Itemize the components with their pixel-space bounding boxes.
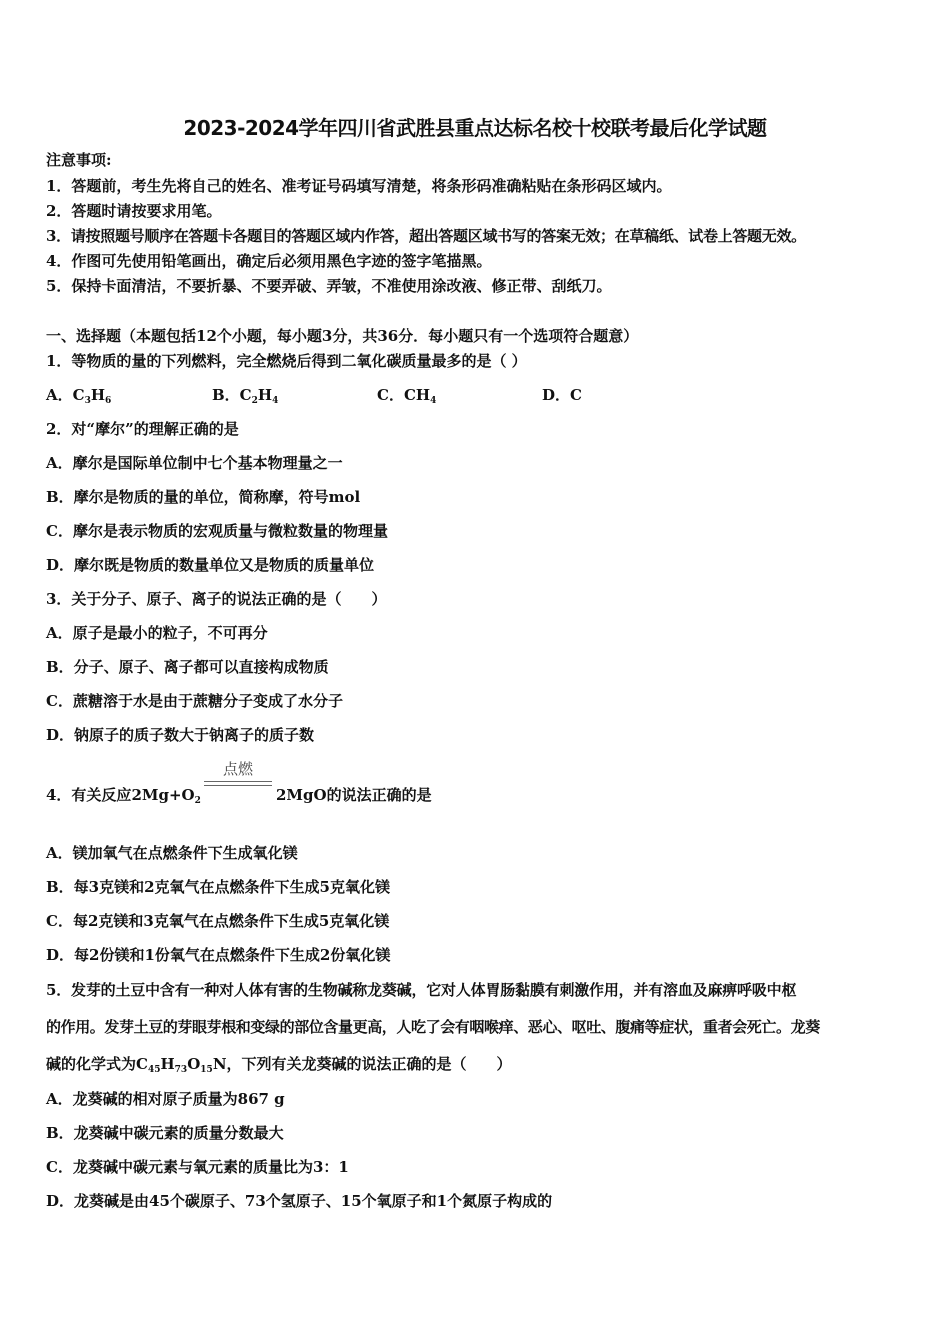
- stem-text: 4．有关反应2Mg+O: [46, 786, 195, 804]
- notice-item: 3．请按照题号顺序在答题卡各题目的答题区域内作答，超出答题区域书写的答案无效；在草稿纸、试卷上答题无效。: [46, 227, 806, 245]
- question-2-option: B．摩尔是物质的量的单位，简称摩，符号mol: [46, 488, 361, 506]
- question-2-option: A．摩尔是国际单位制中七个基本物理量之一: [46, 454, 343, 472]
- question-3-option: A．原子是最小的粒子，不可再分: [46, 624, 268, 642]
- subscript: 3: [84, 396, 91, 406]
- question-4-stem-end: 2MgO的说法正确的是: [276, 786, 432, 804]
- question-2-stem: 2．对“摩尔”的理解正确的是: [46, 420, 239, 438]
- question-3-option: B．分子、原子、离子都可以直接构成物质: [46, 658, 329, 676]
- stem-text: ，下列有关龙葵碱的说法正确的是（ ）: [226, 1055, 512, 1073]
- notice-item: 5．保持卡面清洁，不要折暴、不要弄破、弄皱，不准使用涂改液、修正带、刮纸刀。: [46, 277, 612, 295]
- question-3-stem: 3．关于分子、原子、离子的说法正确的是（ ）: [46, 590, 387, 608]
- subscript: 2: [251, 396, 258, 406]
- stem-text: H: [160, 1055, 175, 1073]
- reaction-condition: 点燃: [222, 760, 253, 778]
- notice-item: 4．作图可先使用铅笔画出，确定后必须用黑色字迹的签字笔描黑。: [46, 252, 492, 270]
- subscript: 15: [200, 1065, 213, 1075]
- question-5-stem-line: 5．发芽的土豆中含有一种对人体有害的生物碱称龙葵碱，它对人体胃肠黏膜有刺激作用，并有溶血及麻痹呼吸中枢: [46, 981, 797, 999]
- notice-heading: 注意事项:: [46, 151, 112, 169]
- option-text: C．CH: [377, 386, 431, 404]
- question-3-option: C．蔗糖溶于水是由于蔗糖分子变成了水分子: [46, 692, 343, 710]
- stem-text: N: [212, 1055, 227, 1073]
- question-5-option: A．龙葵碱的相对原子质量为867 g: [46, 1090, 285, 1108]
- question-4-option: B．每3克镁和2克氧气在点燃条件下生成5克氧化镁: [46, 878, 390, 896]
- subscript: 45: [147, 1065, 161, 1075]
- question-3-option: D．钠原子的质子数大于钠离子的质子数: [46, 726, 315, 744]
- question-5-option: C．龙葵碱中碳元素与氧元素的质量比为3：1: [46, 1158, 349, 1176]
- option-text: H: [90, 386, 106, 404]
- subscript: 2: [194, 796, 201, 806]
- question-5-option: B．龙葵碱中碳元素的质量分数最大: [46, 1124, 284, 1142]
- question-2-option: C．摩尔是表示物质的宏观质量与微粒数量的物理量: [46, 522, 388, 540]
- option-d: [542, 386, 582, 404]
- question-4-stem: [46, 786, 201, 804]
- notice-item: 2．答题时请按要求用笔。: [46, 202, 222, 220]
- subscript: 4: [430, 396, 437, 406]
- option-b: [212, 386, 278, 404]
- option-c: [377, 386, 436, 404]
- equation-equals-sign: [204, 781, 272, 786]
- question-5-stem-line: 的作用。发芽土豆的芽眼芽根和变绿的部位含量更高，人吃了会有咽喉痒、恶心、呕吐、腹痛等症状，重者会死亡。龙葵: [46, 1018, 820, 1036]
- question-4-option: D．每2份镁和1份氧气在点燃条件下生成2份氧化镁: [46, 946, 391, 964]
- stem-text: O: [187, 1055, 201, 1073]
- subscript: 73: [174, 1065, 188, 1075]
- question-1-stem: 1．等物质的量的下列燃料，完全燃烧后得到二氧化碳质量最多的是（ ）: [46, 352, 527, 370]
- option-text: D．C: [542, 386, 582, 404]
- option-text: H: [257, 386, 273, 404]
- question-4-option: A．镁加氧气在点燃条件下生成氧化镁: [46, 844, 298, 862]
- option-text: B．C: [212, 386, 252, 404]
- stem-text: 碱的化学式为C: [46, 1055, 148, 1073]
- question-2-option: D．摩尔既是物质的数量单位又是物质的质量单位: [46, 556, 375, 574]
- subscript: 6: [105, 396, 112, 406]
- question-5-option: D．龙葵碱是由45个碳原子、73个氢原子、15个氧原子和1个氮原子构成的: [46, 1192, 553, 1210]
- option-text: A．C: [46, 386, 85, 404]
- question-5-stem-line: [46, 1055, 512, 1073]
- option-a: [46, 386, 111, 404]
- section-heading: 一、选择题（本题包括12个小题，每小题3分，共36分．每小题只有一个选项符合题意）: [46, 327, 639, 345]
- notice-item: 1．答题前，考生先将自己的姓名、准考证号码填写清楚，将条形码准确粘贴在条形码区域内。: [46, 177, 672, 195]
- subscript: 4: [272, 396, 279, 406]
- page-title: 2023-2024学年四川省武胜县重点达标名校十校联考最后化学试题: [183, 116, 767, 140]
- question-4-option: C．每2克镁和3克氧气在点燃条件下生成5克氧化镁: [46, 912, 390, 930]
